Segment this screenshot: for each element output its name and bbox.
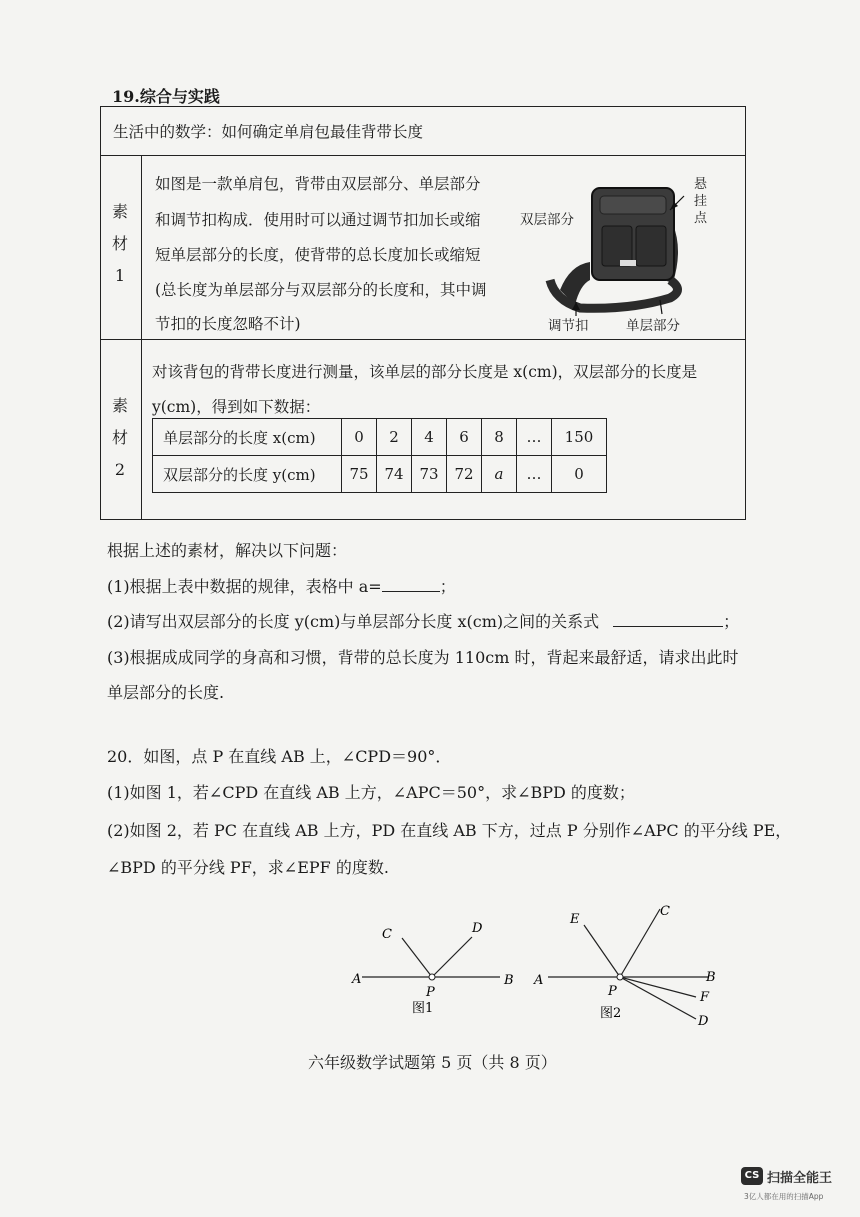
answer-blank[interactable] — [382, 575, 440, 592]
table-cell: 150 — [552, 419, 607, 456]
figure-2-caption: 图2 — [600, 1006, 622, 1021]
label-char: 2 — [114, 460, 126, 479]
q19-part3-line1: (3)根据成成同学的身高和习惯，背带的总长度为 110cm 时，背起来最舒适，请求出此时 — [107, 648, 739, 667]
q19-prompt: 根据上述的素材，解决以下问题： — [107, 541, 348, 560]
label-char: 素 — [111, 396, 128, 415]
label-b: B — [504, 973, 514, 988]
column-separator — [141, 155, 142, 519]
label-char: 挂 — [694, 194, 708, 209]
label-char: 素 — [111, 202, 128, 221]
label-c: C — [660, 904, 670, 919]
table-cell: 双层部分的长度 y(cm) — [153, 456, 342, 493]
label-c: C — [382, 927, 392, 942]
label-char: 悬 — [694, 177, 708, 192]
camscanner-name: 扫描全能王 — [767, 1171, 833, 1186]
label-char: 1 — [114, 266, 126, 285]
table-row — [153, 419, 607, 456]
table-cell: 4 — [412, 419, 447, 456]
point-p — [429, 974, 435, 980]
material1-line-3: 短单层部分的长度，使背带的总长度加长或缩短 — [155, 246, 481, 264]
ray-pd — [620, 977, 696, 1019]
table-row — [153, 456, 607, 493]
ray-pf — [620, 977, 696, 997]
label-p: P — [426, 985, 435, 1000]
ray-pe — [584, 925, 620, 977]
label-double-layer: 双层部分 — [520, 212, 574, 228]
answer-blank[interactable] — [613, 610, 723, 627]
q20-intro: 20．如图，点 P 在直线 AB 上，∠CPD＝90°． — [107, 747, 452, 766]
figure-1 — [340, 910, 520, 1020]
table-cell: … — [517, 419, 552, 456]
punctuation: ； — [723, 612, 740, 631]
q19-part1 — [107, 574, 456, 597]
material1-line-2: 和调节扣构成．使用时可以通过调节扣加长或缩 — [155, 211, 481, 229]
ray-pc — [402, 938, 432, 977]
label-p: P — [608, 984, 617, 999]
row-heading: 生活中的数学：如何确定单肩包最佳背带长度 — [113, 123, 424, 141]
label-char: 材 — [111, 234, 128, 253]
material1-line-4: (总长度为单层部分与双层部分的长度和，其中调 — [155, 281, 487, 299]
table-cell: 75 — [342, 456, 377, 493]
label-buckle: 调节扣 — [548, 318, 589, 334]
q19-part3-line2: 单层部分的长度. — [107, 683, 225, 702]
material1-line-1: 如图是一款单肩包，背带由双层部分、单层部分 — [155, 175, 481, 193]
ray-pc — [620, 909, 660, 977]
table-cell: 0 — [342, 419, 377, 456]
ray-pd — [432, 937, 472, 977]
material2-intro-2: y(cm)，得到如下数据： — [152, 398, 321, 416]
q19-part2-text: (2)请写出双层部分的长度 y(cm)与单层部分长度 x(cm)之间的关系式 — [107, 612, 600, 631]
material1-label — [100, 196, 140, 292]
table-cell: 74 — [377, 456, 412, 493]
table-cell: 6 — [447, 419, 482, 456]
figure-2 — [528, 895, 728, 1035]
q19-part2 — [107, 609, 739, 632]
label-b: B — [706, 970, 716, 985]
material2-intro-1: 对该背包的背带长度进行测量，该单层的部分长度是 x(cm)，双层部分的长度是 — [152, 363, 698, 381]
table-cell: 73 — [412, 456, 447, 493]
table-cell: 72 — [447, 456, 482, 493]
table-cell: … — [517, 456, 552, 493]
figure-1-caption: 图1 — [412, 1001, 434, 1016]
camscanner-logo: CS — [741, 1167, 763, 1185]
label-d: D — [472, 921, 483, 936]
q19-title: 19.综合与实践 — [112, 87, 220, 106]
material2-label — [100, 390, 140, 486]
point-p — [617, 974, 623, 980]
table-cell: 单层部分的长度 x(cm) — [153, 419, 342, 456]
table-cell: a — [482, 456, 517, 493]
label-a: A — [534, 973, 544, 988]
q20-part2-line1: (2)如图 2，若 PC 在直线 AB 上方，PD 在直线 AB 下方，过点 P 分别作∠APC 的平分线 PE， — [107, 821, 792, 840]
material1-line-5: 节扣的长度忽略不计) — [155, 315, 301, 333]
data-table — [152, 418, 607, 493]
q19-part1-text: (1)根据上表中数据的规律，表格中 a= — [107, 577, 382, 596]
label-hang-point — [694, 176, 707, 227]
label-single-layer: 单层部分 — [626, 318, 680, 334]
label-d: D — [698, 1014, 709, 1029]
label-char: 点 — [694, 211, 708, 226]
q20-part1: (1)如图 1，若∠CPD 在直线 AB 上方，∠APC＝50°，求∠BPD 的度数； — [107, 783, 635, 802]
camscanner-tagline: 3亿人都在用的扫描App — [744, 1192, 824, 1201]
page-footer: 六年级数学试题第 5 页（共 8 页） — [308, 1053, 557, 1072]
label-f: F — [700, 990, 710, 1005]
table-cell: 8 — [482, 419, 517, 456]
label-e: E — [570, 912, 580, 927]
punctuation: ； — [439, 577, 456, 596]
label-char: 材 — [111, 428, 128, 447]
label-a: A — [352, 972, 362, 987]
row-separator — [101, 155, 745, 156]
table-cell: 0 — [552, 456, 607, 493]
table-cell: 2 — [377, 419, 412, 456]
q20-part2-line2: ∠BPD 的平分线 PF，求∠EPF 的度数. — [107, 858, 389, 877]
